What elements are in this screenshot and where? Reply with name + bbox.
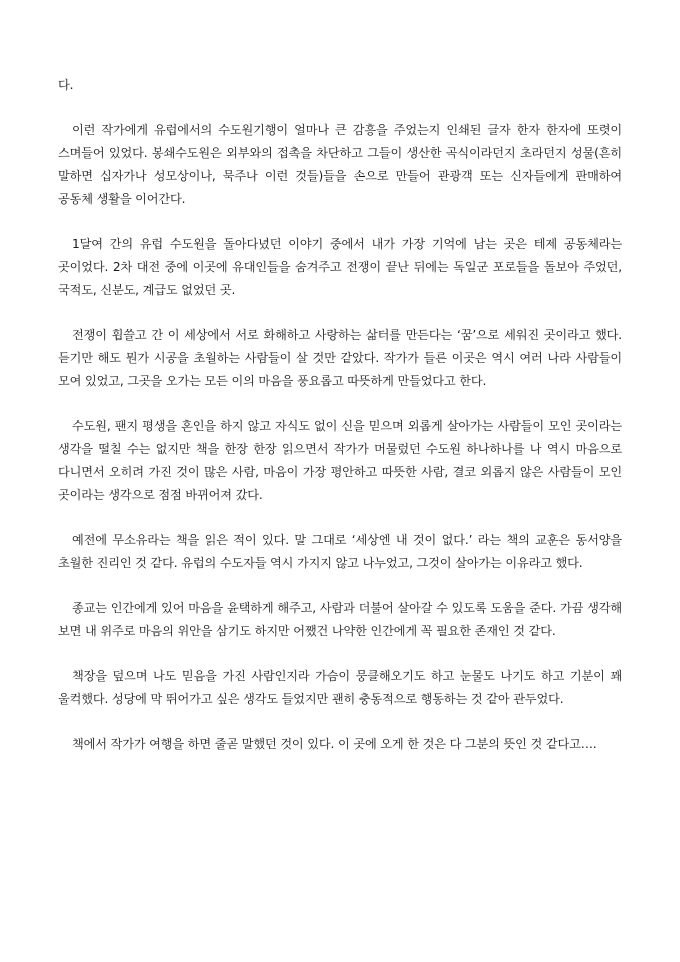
paragraph-3: 1달여 간의 유럽 수도원을 돌아다녔던 이야기 중에서 내가 가장 기억에 남는 곳은 테제 공동체라는 곳이었다. 2차 대전 중에 이곳에 유대인들을 숨겨주고 전쟁이 끝난 뒤에는 독일군 포로들을 돌보아 주었던, 국적도, 신분도, 계급도 없었던 곳. [58, 237, 622, 297]
paragraph-2: 이런 작가에게 유럽에서의 수도원기행이 얼마나 큰 감흥을 주었는지 인쇄된 글자 한자 한자에 또렷이 스며들어 있었다. 봉쇄수도원은 외부와의 접촉을 차단하고 그들이 생산한 곡식이라던지 초라던지 성물(흔히 말하면 십자가나 성모상이나, 묵주나 이런 것들)들을 손으로 만들어 관광객 또는 신자들에게 판매하여 공동체 생활을 이어간다. [58, 123, 622, 206]
paragraph-4: 전쟁이 휩쓸고 간 이 세상에서 서로 화해하고 사랑하는 삶터를 만든다는 ‘꿈’으로 세워진 곳이라고 했다. 듣기만 해도 뭔가 시공을 초월하는 사람들이 살 것만 같았다. 작가가 들른 이곳은 역시 여러 나라 사람들이 모여 있었고, 그곳을 오가는 모든 이의 마음을 풍요롭고 따뜻하게 만들었다고 한다. [58, 328, 622, 388]
paragraph-9: 책에서 작가가 여행을 하면 줄곧 말했던 것이 있다. 이 곳에 오게 한 것은 다 그분의 뜻인 것 같다고…. [72, 737, 597, 751]
paragraph-7: 종교는 인간에게 있어 마음을 윤택하게 해주고, 사람과 더불어 살아갈 수 있도록 도움을 준다. 가끔 생각해 보면 내 위주로 마음의 위안을 삼기도 하지만 어쨌건 나약한 인간에게 꼭 필요한 존재인 것 같다. [58, 601, 622, 638]
document-body [58, 74, 622, 778]
paragraph-5: 수도원, 팬지 평생을 혼인을 하지 않고 자식도 없이 신을 믿으며 외롭게 살아가는 사람들이 모인 곳이라는 생각을 떨칠 수는 없지만 책을 한장 한장 읽으면서 작가가 머물렀던 수도원 하나하나를 나 역시 마음으로 다니면서 오히려 가진 것이 많은 사람, 마음이 가장 평안하고 따뜻한 사람, 결코 외롭지 않은 사람들이 모인 곳이라는 생각으로 점점 바뀌어져 갔다. [58, 419, 622, 502]
paragraph-8: 책장을 덮으며 나도 믿음을 가진 사람인지라 가슴이 뭉클해오기도 하고 눈물도 나기도 하고 기분이 꽤 울컥했다. 성당에 막 뛰어가고 싶은 생각도 들었지만 괜히 충동적으로 행동하는 것 같아 관두었다. [58, 669, 622, 706]
paragraph-6: 예전에 무소유라는 책을 읽은 적이 있다. 말 그대로 ‘세상엔 내 것이 없다.’ 라는 책의 교훈은 동서양을 초월한 진리인 것 같다. 유럽의 수도자들 역시 가지지 않고 나누었고, 그것이 살아가는 이유라고 했다. [58, 533, 622, 570]
paragraph-1: 다. [58, 78, 74, 92]
